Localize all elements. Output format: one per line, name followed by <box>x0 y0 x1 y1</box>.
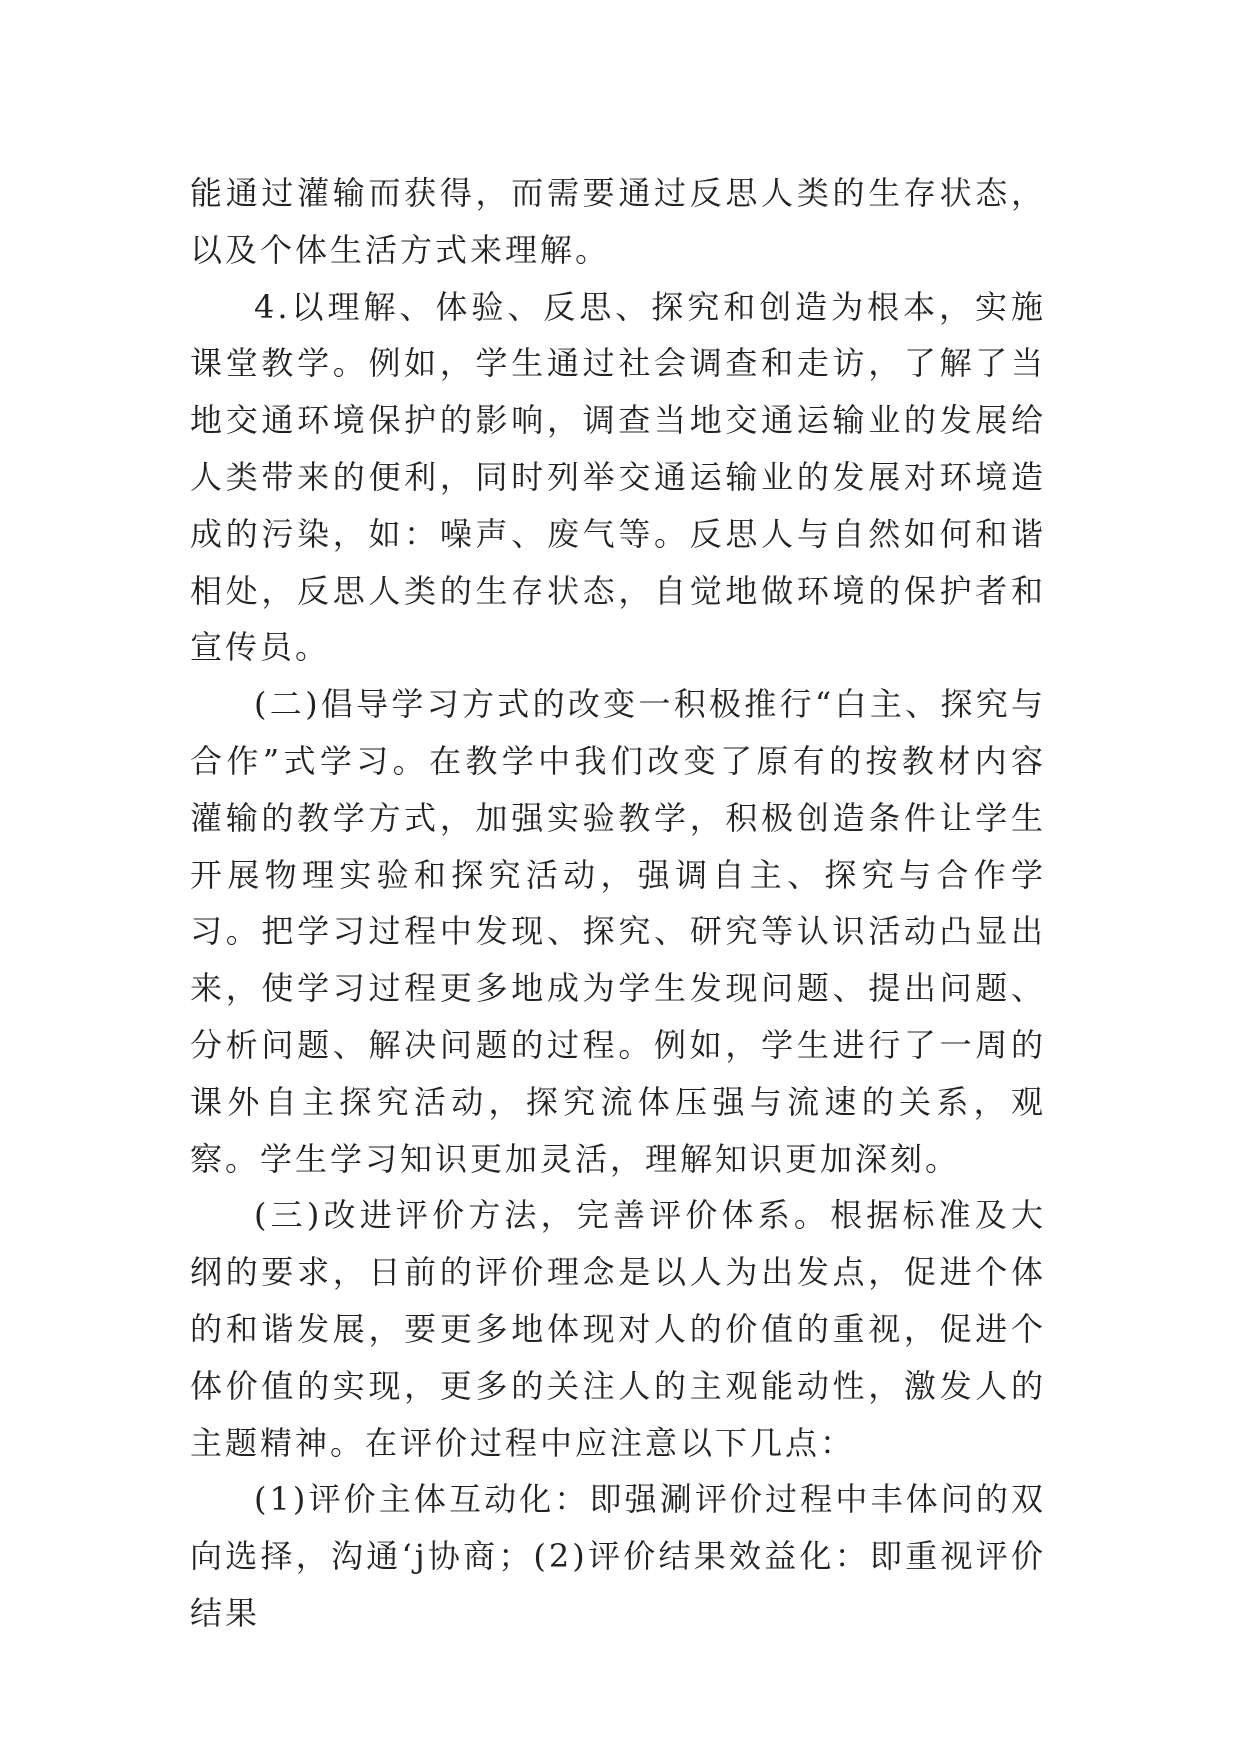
paragraph-item-4: 4.以理解、体验、反思、探究和创造为根本，实施课堂教学。例如，学生通过社会调查和走访，了解了当地交通环境保护的影响，调查当地交通运输业的发展给人类带来的便利，同时列举交通运输业的发展对环境造成的污染，如：噪声、废气等。反思人与自然如何和谐相处，反思人类的生存状态，自觉地做环境的保护者和宣传员。 <box>190 287 1046 667</box>
paragraph-section-2: (二)倡导学习方式的改变一积极推行“白主、探究与合作”式学习。在教学中我们改变了原有的按教材内容灌输的教学方式，加强实验教学，积极创造条件让学生开展物理实验和探究活动，强调自主、探究与合作学习。把学习过程中发现、探究、研究等认识活动凸显出来，使学习过程更多地成为学生发现问题、提出问题、分析问题、解决问题的过程。例如，学生进行了一周的课外自主探究活动，探究流体压强与流速的关系，观察。学生学习知识更加灵活，理解知识更加深刻。 <box>190 685 1046 1178</box>
paragraph-evaluation-points: (1)评价主体互动化：即强涮评价过程中丰体问的双向选择，沟通‘j协商；(2)评价结果效益化：即重视评价结果 <box>190 1480 1046 1632</box>
paragraph-continuation: 能通过灌输而获得，而需要通过反思人类的生存状态，以及个体生活方式来理解。 <box>190 174 1046 269</box>
paragraph-section-3: (三)改进评价方法，完善评价体系。根据标准及大纲的要求，日前的评价理念是以人为出发点，促进个体的和谐发展，要更多地体现对人的价值的重视，促进个体价值的实现，更多的关注人的主观能动性，激发人的主题精神。在评价过程中应注意以下几点： <box>190 1196 1046 1462</box>
body-text <box>190 165 1046 1642</box>
